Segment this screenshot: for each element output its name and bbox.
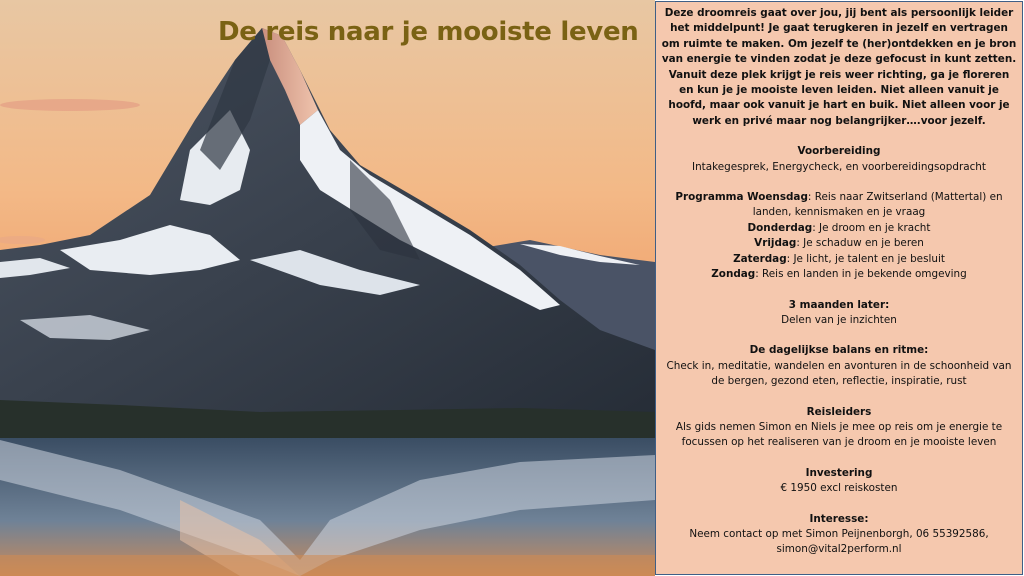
programma-zaterdag: Zaterdag: Je licht, je talent en je besluit [733,252,945,265]
intro-text: Deze droomreis gaat over jou, jij bent als persoonlijk leider het middelpunt! Je gaat terugkeren in jezelf en vertragen om ruimte te maken. Om jezelf te (her)ontdekken en je bron van energie te vinden zodat je deze gefocust in kunt zetten. Vanuit deze plek krijgt je reis weer richting, ga je floreren en kun je je mooiste leven leiden. Niet alleen vanuit je hoofd, maar ook vanuit je hart en buik. Niet alleen voor je werk en privé maar nog belangrijker….voor jezelf. [661,7,1017,127]
reisleiders-heading: Reisleiders [806,405,872,418]
page-title: De reis naar je mooiste leven [218,17,639,47]
interesse-heading: Interesse: [809,512,869,525]
info-panel [655,1,1023,575]
contact-line: Neem contact op met Simon Peijnenborgh, 06 55392586, [689,527,989,540]
balans-heading: De dagelijkse balans en ritme: [749,344,929,357]
programma-donderdag: Donderdag: Je droom en je kracht [747,221,931,234]
programma-vrijdag: Vrijdag: Je schaduw en je beren [754,237,924,250]
balans-text: Check in, meditatie, wandelen en avonturen in de schoonheid van de bergen, gezond eten, reflectie, inspiratie, rust [666,359,1012,388]
programma-woensdag: Programma Woensdag: Reis naar Zwitserland (Mattertal) en landen, kennismaken en je vraag [675,191,1003,219]
reisleiders-text: Als gids nemen Simon en Niels je mee op reis om je energie te focussen op het realiseren van je droom en je mooiste leven [675,420,1003,449]
later-heading: 3 maanden later: [788,298,890,311]
investering-heading: Investering [805,466,873,479]
programma-zondag: Zondag: Reis en landen in je bekende omgeving [711,268,967,281]
later-text: Delen van je inzichten [781,313,897,326]
voorbereiding-text: Intakegesprek, Energycheck, en voorbereidingsopdracht [692,160,986,173]
investering-text: € 1950 excl reiskosten [780,482,898,495]
voorbereiding-heading: Voorbereiding [797,145,881,158]
contact-email[interactable]: simon@vital2perform.nl [776,543,902,556]
